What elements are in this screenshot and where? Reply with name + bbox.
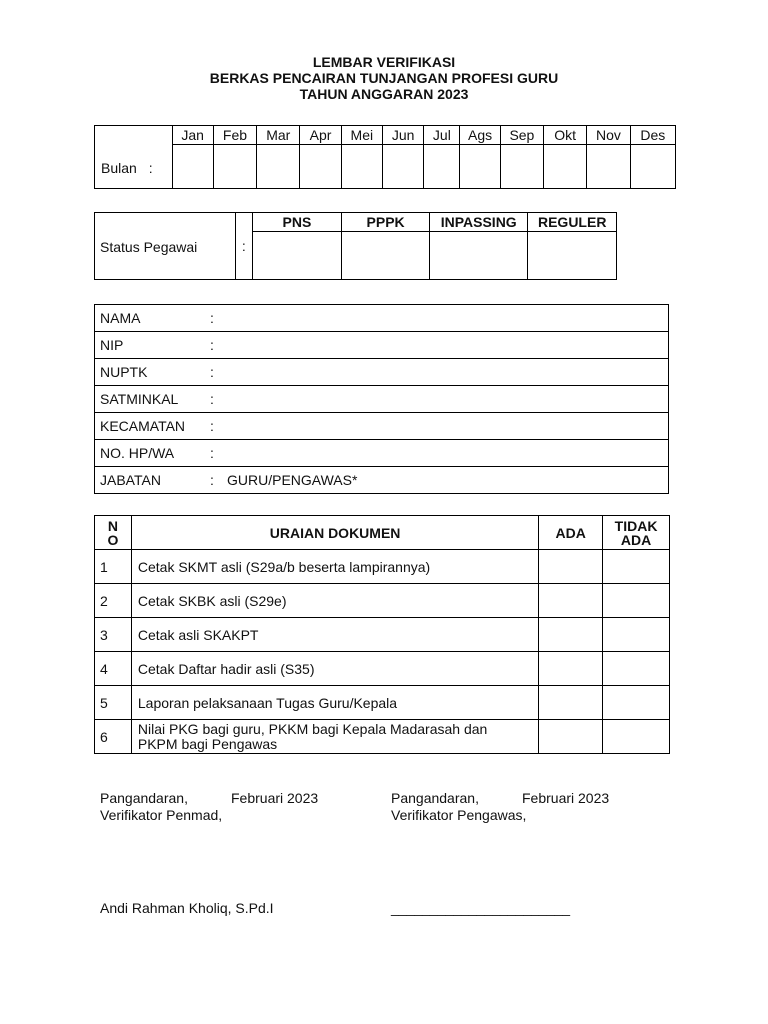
doc-number: 3 (95, 618, 132, 652)
bulan-colon: : (148, 160, 153, 176)
month-check-cell[interactable] (460, 145, 500, 189)
identity-row-nama[interactable] (95, 305, 669, 332)
doc-check-tidak-ada[interactable] (603, 550, 670, 584)
status-check-reguler[interactable] (528, 232, 617, 280)
document-title-line3: TAHUN ANGGARAN 2023 (299, 86, 469, 102)
identity-row-jabatan[interactable] (95, 467, 669, 494)
table-row (95, 618, 670, 652)
signature-right-name-line: _______________________ (391, 900, 571, 916)
month-check-cell[interactable] (587, 145, 630, 189)
identity-colon: : (210, 418, 214, 434)
doc-check-tidak-ada[interactable] (603, 686, 670, 720)
document-title-line1: LEMBAR VERIFIKASI (312, 54, 456, 70)
month-header: Sep (500, 126, 543, 145)
doc-check-tidak-ada[interactable] (603, 652, 670, 686)
status-label-cell (95, 213, 236, 280)
doc-check-ada[interactable] (539, 720, 603, 754)
doc-check-tidak-ada[interactable] (603, 584, 670, 618)
identity-colon: : (210, 445, 214, 461)
doc-description-line2: PKPM bagi Pengawas (137, 735, 278, 752)
identity-value[interactable]: GURU/PENGAWAS* (227, 472, 358, 488)
status-option-reguler: REGULER (528, 213, 617, 232)
doc-description: Cetak Daftar hadir asli (S35) (131, 652, 538, 686)
bulan-table (94, 125, 676, 189)
doc-header-no-bottom: O (107, 531, 119, 548)
signature-left-date: Februari 2023 (231, 790, 319, 806)
doc-number: 1 (95, 550, 132, 584)
table-row (95, 652, 670, 686)
month-header: Des (630, 126, 675, 145)
doc-header-ada: ADA (539, 516, 603, 550)
doc-description (131, 720, 538, 754)
month-header: Okt (544, 126, 587, 145)
month-header: Nov (587, 126, 630, 145)
month-check-cell[interactable] (257, 145, 300, 189)
month-header: Ags (460, 126, 500, 145)
doc-number: 6 (95, 720, 132, 754)
doc-check-tidak-ada[interactable] (603, 618, 670, 652)
doc-check-ada[interactable] (539, 652, 603, 686)
bulan-label-cell (95, 126, 173, 189)
doc-header-uraian: URAIAN DOKUMEN (131, 516, 538, 550)
doc-number: 4 (95, 652, 132, 686)
signature-left-role: Verifikator Penmad, (100, 807, 223, 823)
identity-label: NUPTK (100, 364, 148, 380)
status-check-pns[interactable] (252, 232, 342, 280)
doc-check-ada[interactable] (539, 686, 603, 720)
identity-row-nip[interactable] (95, 332, 669, 359)
identity-colon: : (210, 310, 214, 326)
status-option-pppk: PPPK (342, 213, 430, 232)
month-header: Jun (382, 126, 423, 145)
table-row (95, 720, 670, 754)
identity-colon: : (210, 391, 214, 407)
signature-right-place: Pangandaran, (391, 790, 479, 806)
month-header: Apr (300, 126, 341, 145)
month-check-cell[interactable] (382, 145, 423, 189)
signature-right-date: Februari 2023 (522, 790, 610, 806)
month-check-cell[interactable] (172, 145, 213, 189)
identity-row-nuptk[interactable] (95, 359, 669, 386)
doc-header-no-top: N (107, 517, 118, 534)
doc-check-tidak-ada[interactable] (603, 720, 670, 754)
month-header: Mei (341, 126, 382, 145)
status-option-pns: PNS (252, 213, 342, 232)
identity-row-hp[interactable] (95, 440, 669, 467)
doc-check-ada[interactable] (539, 618, 603, 652)
documents-table (94, 515, 670, 754)
identity-label: NO. HP/WA (100, 445, 175, 461)
identity-label: JABATAN (100, 472, 161, 488)
doc-header-tidak-top: TIDAK (614, 517, 658, 534)
identity-label: KECAMATAN (100, 418, 186, 434)
month-header: Feb (213, 126, 256, 145)
month-check-cell[interactable] (341, 145, 382, 189)
doc-description: Cetak SKMT asli (S29a/b beserta lampirannya) (131, 550, 538, 584)
status-check-pppk[interactable] (342, 232, 430, 280)
month-header: Mar (257, 126, 300, 145)
month-check-cell[interactable] (544, 145, 587, 189)
status-colon: : (241, 238, 246, 254)
identity-label: SATMINKAL (100, 391, 179, 407)
doc-description: Cetak SKBK asli (S29e) (131, 584, 538, 618)
doc-number: 5 (95, 686, 132, 720)
status-option-inpassing: INPASSING (429, 213, 527, 232)
status-colon-cell (235, 213, 252, 280)
month-check-cell[interactable] (213, 145, 256, 189)
identity-row-satminkal[interactable] (95, 386, 669, 413)
doc-header-tidak-bottom: ADA (620, 531, 652, 548)
identity-colon: : (210, 337, 214, 353)
month-check-cell[interactable] (500, 145, 543, 189)
doc-description: Laporan pelaksanaan Tugas Guru/Kepala (131, 686, 538, 720)
signature-left-name: Andi Rahman Kholiq, S.Pd.I (100, 900, 274, 916)
month-header: Jul (424, 126, 460, 145)
identity-table (94, 304, 669, 494)
table-row (95, 686, 670, 720)
doc-check-ada[interactable] (539, 550, 603, 584)
doc-description: Cetak asli SKAKPT (131, 618, 538, 652)
table-row (95, 550, 670, 584)
month-check-cell[interactable] (300, 145, 341, 189)
identity-label: NAMA (100, 310, 141, 326)
identity-row-kecamatan[interactable] (95, 413, 669, 440)
doc-header-tidak-ada (603, 516, 670, 550)
identity-colon: : (210, 472, 214, 488)
doc-number: 2 (95, 584, 132, 618)
month-header: Jan (172, 126, 213, 145)
status-check-inpassing[interactable] (429, 232, 527, 280)
status-label: Status Pegawai (100, 239, 198, 255)
table-row (95, 584, 670, 618)
doc-check-ada[interactable] (539, 584, 603, 618)
doc-header-no (95, 516, 132, 550)
document-title-line2: BERKAS PENCAIRAN TUNJANGAN PROFESI GURU (209, 70, 559, 86)
doc-description-line1: Nilai PKG bagi guru, PKKM bagi Kepala Madarasah dan (137, 720, 488, 737)
signature-left-place: Pangandaran, (100, 790, 188, 806)
month-check-cell[interactable] (424, 145, 460, 189)
month-check-cell[interactable] (630, 145, 675, 189)
signature-right-role: Verifikator Pengawas, (391, 807, 527, 823)
identity-colon: : (210, 364, 214, 380)
identity-label: NIP (100, 337, 124, 353)
bulan-label: Bulan (101, 160, 137, 176)
status-pegawai-table (94, 212, 617, 280)
